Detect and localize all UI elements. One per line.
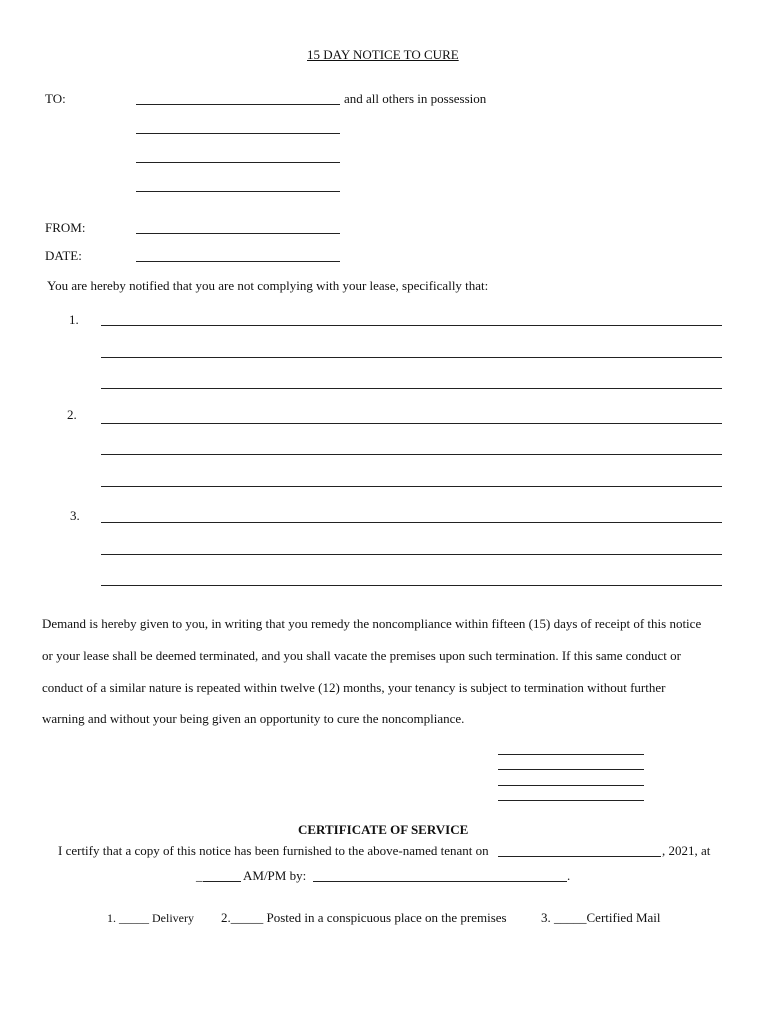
demand-line-4: warning and without your being given an opportunity to cure the noncompliance.	[42, 711, 465, 726]
service-time-blank[interactable]	[203, 881, 241, 882]
item-1-line-2[interactable]	[101, 357, 722, 358]
certificate-line-2-end: .	[567, 868, 571, 883]
from-blank[interactable]	[136, 233, 340, 234]
to-name-blank-4[interactable]	[136, 191, 340, 192]
to-name-blank-3[interactable]	[136, 162, 340, 163]
item-2-line-1[interactable]	[101, 423, 722, 424]
item-2-line-2[interactable]	[101, 454, 722, 455]
item-number-2: 2.	[67, 407, 77, 422]
page-title: 15 DAY NOTICE TO CURE	[307, 47, 459, 62]
signature-line-4[interactable]	[498, 800, 644, 801]
signature-line-3[interactable]	[498, 785, 644, 786]
item-1-line-1[interactable]	[101, 325, 722, 326]
signature-line-1[interactable]	[498, 754, 644, 755]
to-name-blank-1[interactable]	[136, 104, 340, 105]
date-blank[interactable]	[136, 261, 340, 262]
item-1-line-3[interactable]	[101, 388, 722, 389]
demand-line-1: Demand is hereby given to you, in writing that you remedy the noncompliance within fifteen (15) days of receipt of this notice	[42, 616, 702, 631]
certificate-heading: CERTIFICATE OF SERVICE	[298, 822, 469, 837]
item-3-line-1[interactable]	[101, 522, 722, 523]
notice-intro: You are hereby notified that you are not complying with your lease, specifically that:	[47, 278, 489, 293]
signature-line-2[interactable]	[498, 769, 644, 770]
method-delivery: 1. _____ Delivery	[107, 911, 194, 925]
item-3-line-3[interactable]	[101, 585, 722, 586]
service-date-blank[interactable]	[498, 856, 661, 857]
demand-line-3: conduct of a similar nature is repeated within twelve (12) months, your tenancy is subject to termination without further	[42, 680, 666, 695]
certificate-line-2-prefix: _	[196, 868, 203, 883]
item-number-3: 3.	[70, 508, 80, 523]
from-label: FROM:	[45, 220, 86, 235]
certificate-line-1-suffix: , 2021, at	[662, 843, 711, 858]
to-label: TO:	[45, 91, 66, 106]
item-3-line-2[interactable]	[101, 554, 722, 555]
item-2-line-3[interactable]	[101, 486, 722, 487]
possession-text: and all others in possession	[344, 91, 487, 106]
demand-line-2: or your lease shall be deemed terminated, and you shall vacate the premises upon such termination. If this same conduct or	[42, 648, 681, 663]
method-posted: 2._____ Posted in a conspicuous place on the premises	[221, 910, 507, 925]
served-by-blank[interactable]	[313, 881, 567, 882]
to-name-blank-2[interactable]	[136, 133, 340, 134]
ampm-label: AM/PM by:	[243, 868, 307, 883]
certificate-line-1-prefix: I certify that a copy of this notice has been furnished to the above-named tenant on	[58, 843, 489, 858]
method-certified-mail: 3. _____Certified Mail	[541, 910, 661, 925]
item-number-1: 1.	[69, 312, 79, 327]
date-label: DATE:	[45, 248, 82, 263]
